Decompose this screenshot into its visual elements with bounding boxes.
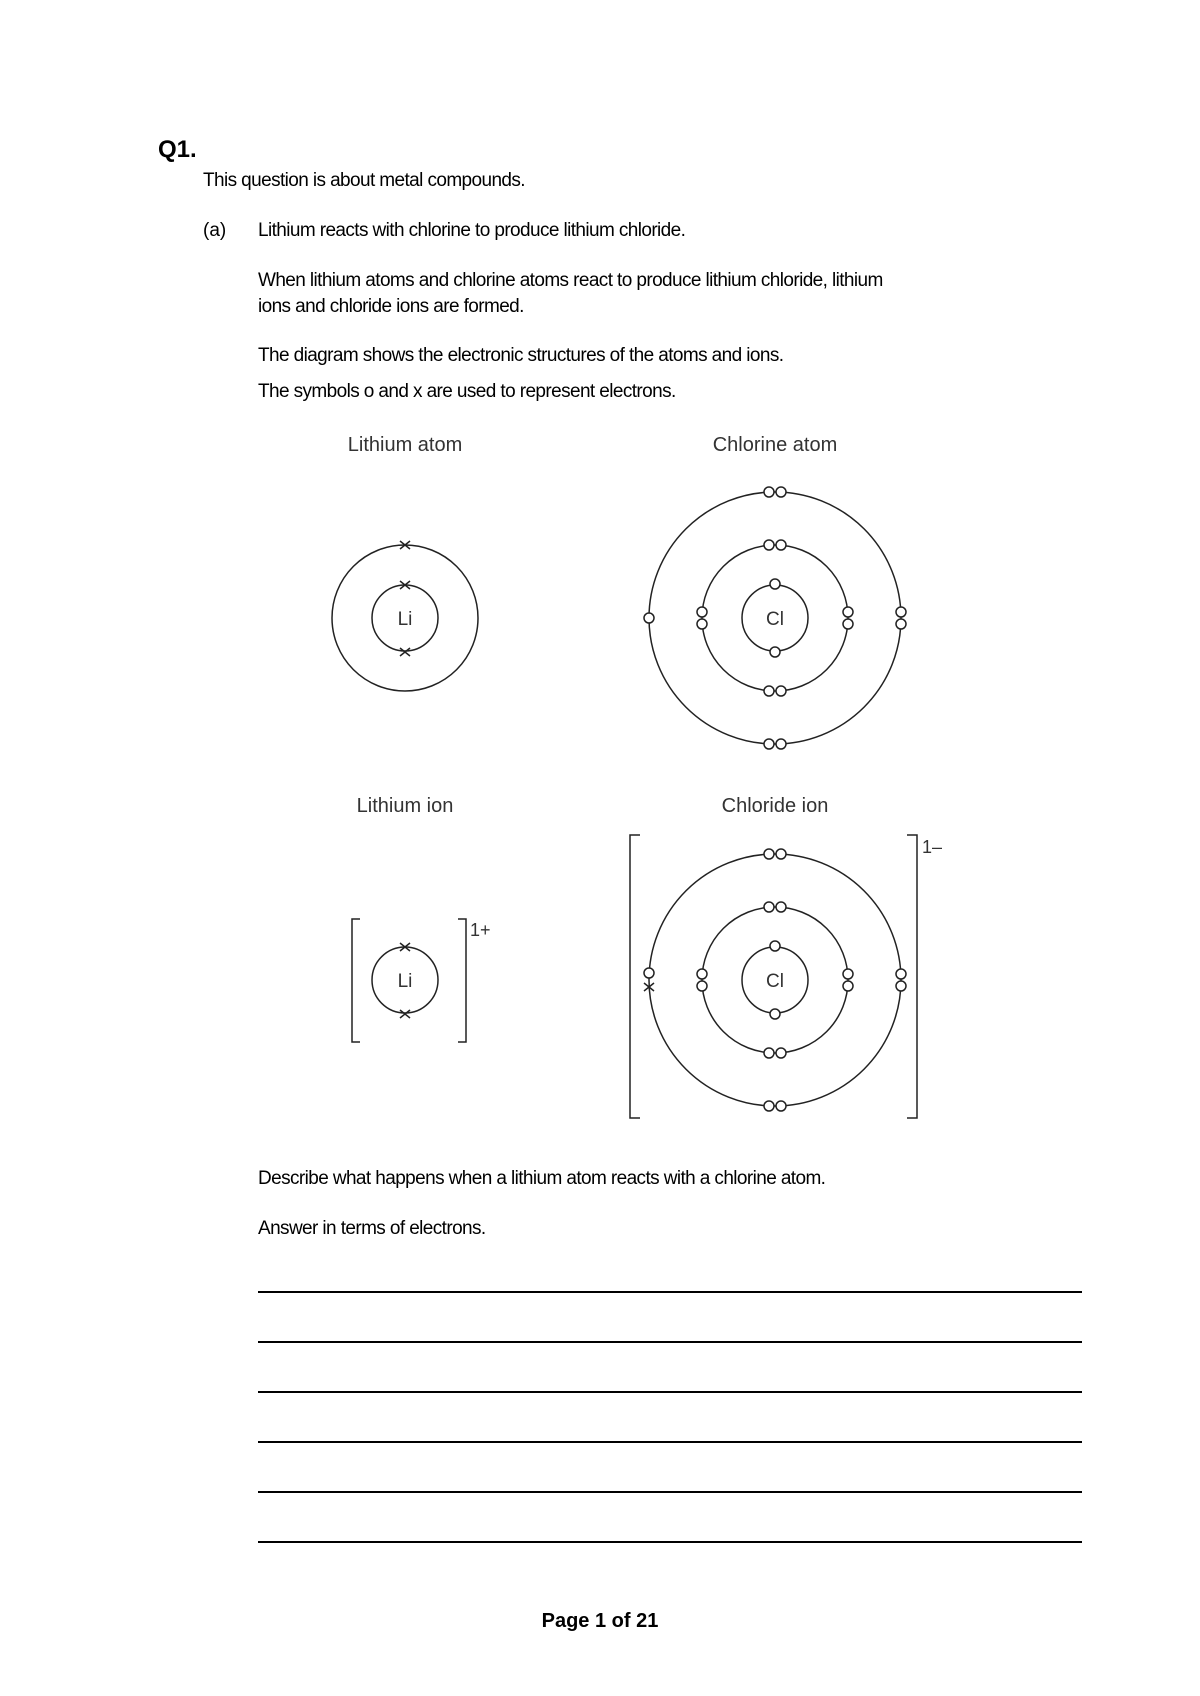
- part-a-line-1: Lithium reacts with chlorine to produce lithium chloride.: [258, 220, 686, 241]
- cross-electron-icon: [400, 648, 410, 656]
- li-symbol: Li: [397, 609, 413, 630]
- chlorine-atom-label: Chlorine atom: [712, 434, 838, 456]
- cl-ion-symbol: Cl: [766, 971, 784, 992]
- chloride-ion-label: Chloride ion: [721, 795, 829, 817]
- question-number: Q1.: [158, 136, 197, 163]
- prompt-answer-terms: Answer in terms of electrons.: [258, 1218, 486, 1239]
- part-a-line-4: The symbols o and x are used to represent electrons.: [258, 381, 676, 402]
- li-ion-charge: 1+: [470, 920, 491, 940]
- footer-page-number: 1: [594, 1610, 607, 1632]
- part-a-line-3: The diagram shows the electronic structures of the atoms and ions.: [258, 345, 784, 366]
- left-bracket: [352, 919, 360, 1042]
- lithium-atom-label: Lithium atom: [347, 434, 463, 456]
- prompt-describe: Describe what happens when a lithium atom reacts with a chlorine atom.: [258, 1168, 826, 1189]
- footer-total-pages: 21: [636, 1610, 659, 1632]
- answer-line[interactable]: [258, 1291, 1082, 1293]
- part-label: (a): [203, 220, 227, 241]
- right-bracket: [907, 835, 917, 1118]
- cl-symbol: Cl: [766, 609, 784, 630]
- right-bracket: [458, 919, 466, 1042]
- answer-line[interactable]: [258, 1491, 1082, 1493]
- part-a-line-2b: ions and chloride ions are formed.: [258, 296, 524, 317]
- question-intro: This question is about metal compounds.: [203, 170, 525, 191]
- li-ion-symbol: Li: [397, 971, 413, 992]
- lithium-ion-label: Lithium ion: [356, 795, 454, 817]
- left-bracket: [630, 835, 640, 1118]
- part-a-line-2a: When lithium atoms and chlorine atoms react to produce lithium chloride, lithium: [258, 270, 883, 291]
- footer-of-word: of: [611, 1610, 631, 1632]
- cl-ion-charge: 1–: [922, 837, 943, 857]
- page-footer: [0, 1610, 1200, 1633]
- answer-line[interactable]: [258, 1341, 1082, 1343]
- footer-page-word: Page: [541, 1610, 590, 1632]
- cross-electron-icon: [400, 1010, 410, 1018]
- answer-line[interactable]: [258, 1441, 1082, 1443]
- answer-line[interactable]: [258, 1391, 1082, 1393]
- answer-line[interactable]: [258, 1541, 1082, 1543]
